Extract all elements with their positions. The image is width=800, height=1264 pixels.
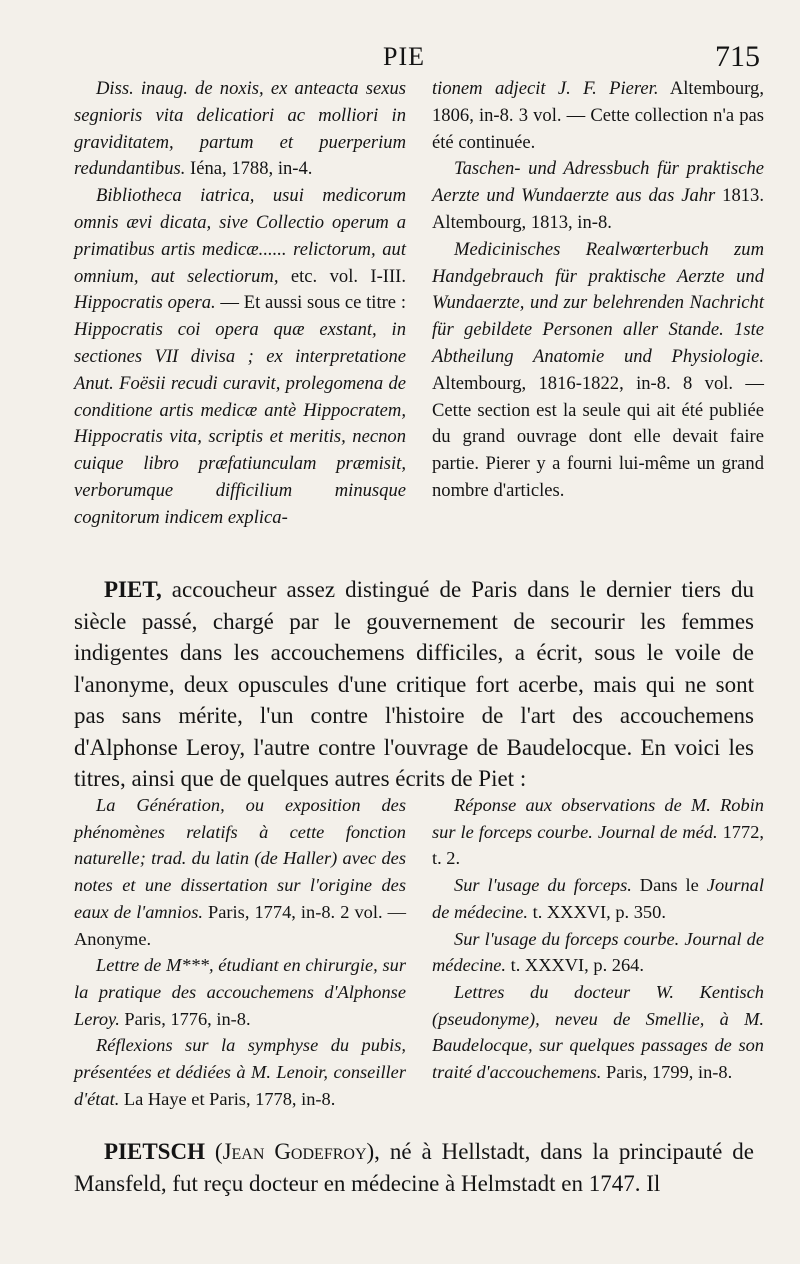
top-right-column [432,76,764,532]
entry-pietsch [74,1136,754,1199]
bib-entry: Réponse aux observations de M. Robin sur le forceps courbe. Journal de méd. 1772, t. 2. [432,795,764,869]
page-number: 715 [715,40,760,73]
bib-entry: Sur l'usage du forceps courbe. Journal de médecine. t. XXXVI, p. 264. [432,928,764,976]
entry-piet [74,574,754,795]
pietsch-given-names: (Jean Godefroy) [214,1139,375,1164]
bib-entry: Taschen- und Adressbuch für praktische Aerzte und Wundaerzte aus das Jahr 1813. Altembourg, 1813, in-8. [432,158,765,233]
bib-entry: Lettre de M***, étudiant en chirurgie, sur la pratique des accouchemens d'Alphonse Leroy. Paris, 1776, in-8. [74,955,406,1029]
entry-pietsch-text: , né à Hellstadt, dans la principauté de Mansfeld, fut reçu docteur en médecine à Helmstadt en 1747. Il [74,1139,754,1196]
entry-piet-text: accoucheur assez distingué de Paris dans le dernier tiers du siècle passé, chargé par le gouvernement de secourir les femmes indigentes dans les accouchemens difficiles, a écrit, sous le voile de l'anonyme, deux opuscules d'une critique fort acerbe, mais qui ne sont pas sans mérite, l'un contre l'histoire de l'art des accouchemens d'Alphonse Leroy, l'autre contre l'ouvrage de Baudelocque. En voici les titres, ainsi que de quelques autres écrits de Piet : [74,577,754,791]
bottom-left-column [74,792,406,1112]
bib-entry: Sur l'usage du forceps. Dans le Journal de médecine. t. XXXVI, p. 350. [432,875,764,922]
bottom-right-column [432,792,764,1112]
running-head [0,40,800,74]
running-head-word: PIE [383,42,425,71]
headword-pietsch: PIETSCH [104,1139,205,1164]
bib-entry: tionem adjecit J. F. Pierer. Altembourg, 1806, in-8. 3 vol. — Cette collection n'a pas été continuée. [432,78,764,153]
bib-entry: Lettres du docteur W. Kentisch (pseudonyme), neveu de Smellie, à M. Baudelocque, sur quelques passages de son traité d'accouchemens. Paris, 1799, in-8. [432,981,764,1083]
bib-entry: Diss. inaug. de noxis, ex anteacta sexus segnioris vita delicatiori ac molliori in graviditatem, partum et puerperium redundantibus. Iéna, 1788, in-4. [74,78,406,180]
headword-piet: PIET, [104,577,162,602]
bib-entry: Medicinisches Realwœrterbuch zum Handgebrauch für praktische Aerzte und Wundaerzte, und zur belehrenden Nachricht für gebildete Personen aller Stande. 1ste Abtheilung Anatomie und Physiologie. Altembourg, 1816-1822, in-8. 8 vol. — Cette section est la seule qui ait été publiée du grand ouvrage dont elle devait faire partie. Pierer y a fourni lui-même un grand nombre d'articles. [432,238,764,501]
bib-entry: Réflexions sur la symphyse du pubis, présentées et dédiées à M. Lenoir, conseiller d'état. La Haye et Paris, 1778, in-8. [74,1035,406,1109]
top-left-column [74,76,406,532]
bottom-two-columns [74,792,764,1112]
bib-entry: Bibliotheca iatrica, usui medicorum omnis ævi dicata, sive Collectio operum a primatibus artis medicæ...... relictorum, aut omnium, aut selectiorum, etc. vol. I-III. Hippocratis opera. — Et aussi sous ce titre : Hippocratis coi opera quæ exstant, in sectiones VII divisa ; ex interpretatione Anut. Foësii recudi curavit, prolegomena de conditione artis medicæ antè Hippocratem, Hippocratis vita, scriptis et meritis, necnon cuique libro præfatiunculam præmisit, verborumque difficilium minusque cognitorum indicem explica- [74,185,407,528]
bib-entry: La Génération, ou exposition des phénomènes relatifs à cette fonction naturelle; trad. du latin (de Haller) avec des notes et une dissertation sur l'origine des eaux de l'amnios. Paris, 1774, in-8. 2 vol. — Anonyme. [74,795,407,949]
top-two-columns [74,76,764,532]
